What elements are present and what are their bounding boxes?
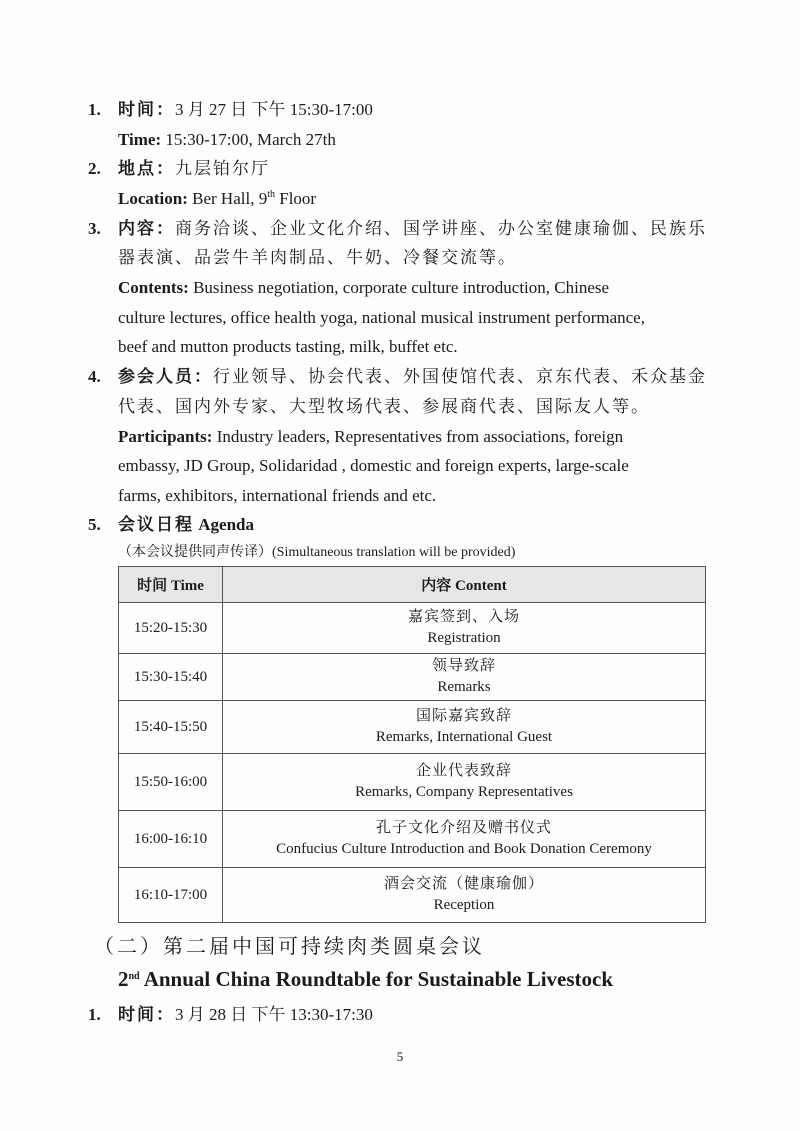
row-content-cn: 嘉宾签到、入场 — [407, 609, 520, 625]
page-number: 5 — [396, 1049, 404, 1064]
row-time: 15:40-15:50 — [119, 701, 223, 754]
table-row — [119, 701, 706, 754]
row-content-cn: 酒会交流（健康瑜伽） — [383, 876, 544, 892]
item4-en-text: Industry leaders, Representatives from associations, foreign — [212, 427, 624, 446]
item-number: 4. — [88, 367, 101, 386]
item1-cn-value: 3 月 27 日 下午 15:30-17:00 — [175, 100, 373, 119]
item3-en-label: Contents: — [118, 278, 189, 297]
item4-en-line2: embassy, JD Group, Solidaridad , domestic and foreign experts, large-scale — [118, 456, 629, 475]
table-row — [119, 868, 706, 923]
row-content-en: Confucius Culture Introduction and Book Donation Ceremony — [276, 841, 652, 857]
header-content: 内容 Content — [223, 567, 706, 603]
item3-en-line2: culture lectures, office health yoga, national musical instrument performance, — [118, 308, 645, 327]
item4-en-line1 — [118, 426, 623, 448]
table-row — [119, 754, 706, 811]
row-content — [223, 654, 706, 701]
item2-en-value-end: Floor — [275, 189, 317, 208]
row-content-cn: 企业代表致辞 — [415, 763, 512, 779]
item3-en-text: Business negotiation, corporate culture introduction, Chinese — [188, 278, 610, 297]
item2-cn-value: 九层铂尔厅 — [175, 159, 270, 178]
item1-en-label: Time: — [118, 130, 162, 149]
item1-cn-line — [118, 99, 373, 121]
row-time: 15:30-15:40 — [119, 654, 223, 701]
item-number: 5. — [88, 515, 101, 534]
row-content-en: Remarks — [437, 679, 491, 695]
item-number: 3. — [88, 219, 101, 238]
table-row — [119, 811, 706, 868]
table-row — [119, 603, 706, 654]
row-content-cn: 领导致辞 — [431, 658, 496, 674]
table-row — [119, 654, 706, 701]
item-number: 1. — [88, 100, 101, 119]
item1-en-line — [118, 129, 336, 151]
item2-en-line — [118, 188, 316, 210]
item3-cn-label: 内容： — [118, 219, 175, 238]
row-content-en: Remarks, International Guest — [375, 729, 553, 745]
row-content-en: Registration — [427, 630, 501, 646]
item1-cn-label: 时间： — [118, 100, 175, 119]
item4-en-line3: farms, exhibitors, international friends and etc. — [118, 486, 437, 505]
item2-cn-line — [118, 158, 270, 180]
row-content — [223, 754, 706, 811]
row-content — [223, 701, 706, 754]
row-content-cn: 国际嘉宾致辞 — [415, 708, 512, 724]
ordinal-suffix: nd — [128, 971, 140, 982]
row-time: 16:00-16:10 — [119, 811, 223, 868]
item5-en-label: Agenda — [194, 515, 254, 534]
item4-en-label: Participants: — [118, 427, 213, 446]
item3-cn-line2: 器表演、品尝牛羊肉制品、牛奶、冷餐交流等。 — [118, 248, 517, 267]
section2-item1-value: 3 月 28 日 下午 13:30-17:30 — [175, 1005, 373, 1024]
section2-item1-label: 时间： — [118, 1005, 175, 1024]
section2-en-title — [118, 966, 613, 992]
row-content-en: Remarks, Company Representatives — [355, 784, 573, 800]
item3-en-line1 — [118, 277, 609, 299]
item2-en-label: Location: — [118, 189, 188, 208]
item2-cn-label: 地点： — [118, 159, 175, 178]
item5-heading — [118, 514, 254, 536]
item4-cn-line1 — [118, 366, 707, 388]
item3-cn-line1 — [118, 218, 707, 240]
header-time: 时间 Time — [119, 567, 223, 603]
table-header-row — [119, 567, 706, 603]
row-time: 15:20-15:30 — [119, 603, 223, 654]
item-number: 2. — [88, 159, 101, 178]
row-content-cn: 孔子文化介绍及赠书仪式 — [375, 820, 552, 836]
row-time: 16:10-17:00 — [119, 868, 223, 923]
row-content — [223, 868, 706, 923]
item2-en-value: Ber Hall, 9 — [187, 189, 268, 208]
item5-cn-label: 会议日程 — [118, 515, 194, 534]
section2-item1-line — [118, 1004, 373, 1026]
item1-en-value: 15:30-17:00, March 27th — [161, 130, 336, 149]
agenda-table — [118, 566, 706, 923]
item4-cn-label: 参会人员： — [118, 367, 213, 386]
item-number: 1. — [88, 1005, 101, 1024]
item3-en-line3: beef and mutton products tasting, milk, buffet etc. — [118, 337, 458, 356]
ordinal-suffix: th — [267, 189, 275, 200]
item3-cn-text: 商务洽谈、企业文化介绍、国学讲座、办公室健康瑜伽、民族乐 — [175, 219, 707, 238]
row-time: 15:50-16:00 — [119, 754, 223, 811]
section2-ordinal: 2 — [118, 967, 129, 991]
row-content-en: Reception — [433, 897, 495, 913]
row-content — [223, 603, 706, 654]
item4-cn-text: 行业领导、协会代表、外国使馆代表、京东代表、禾众基金 — [213, 367, 707, 386]
translation-note: （本会议提供同声传译）(Simultaneous translation will be provided) — [118, 545, 516, 560]
section2-en-title-text: Annual China Roundtable for Sustainable Livestock — [139, 967, 614, 991]
item4-cn-line2: 代表、国内外专家、大型牧场代表、参展商代表、国际友人等。 — [118, 397, 650, 416]
row-content — [223, 811, 706, 868]
section2-cn-title: （二）第二届中国可持续肉类圆桌会议 — [94, 936, 485, 958]
